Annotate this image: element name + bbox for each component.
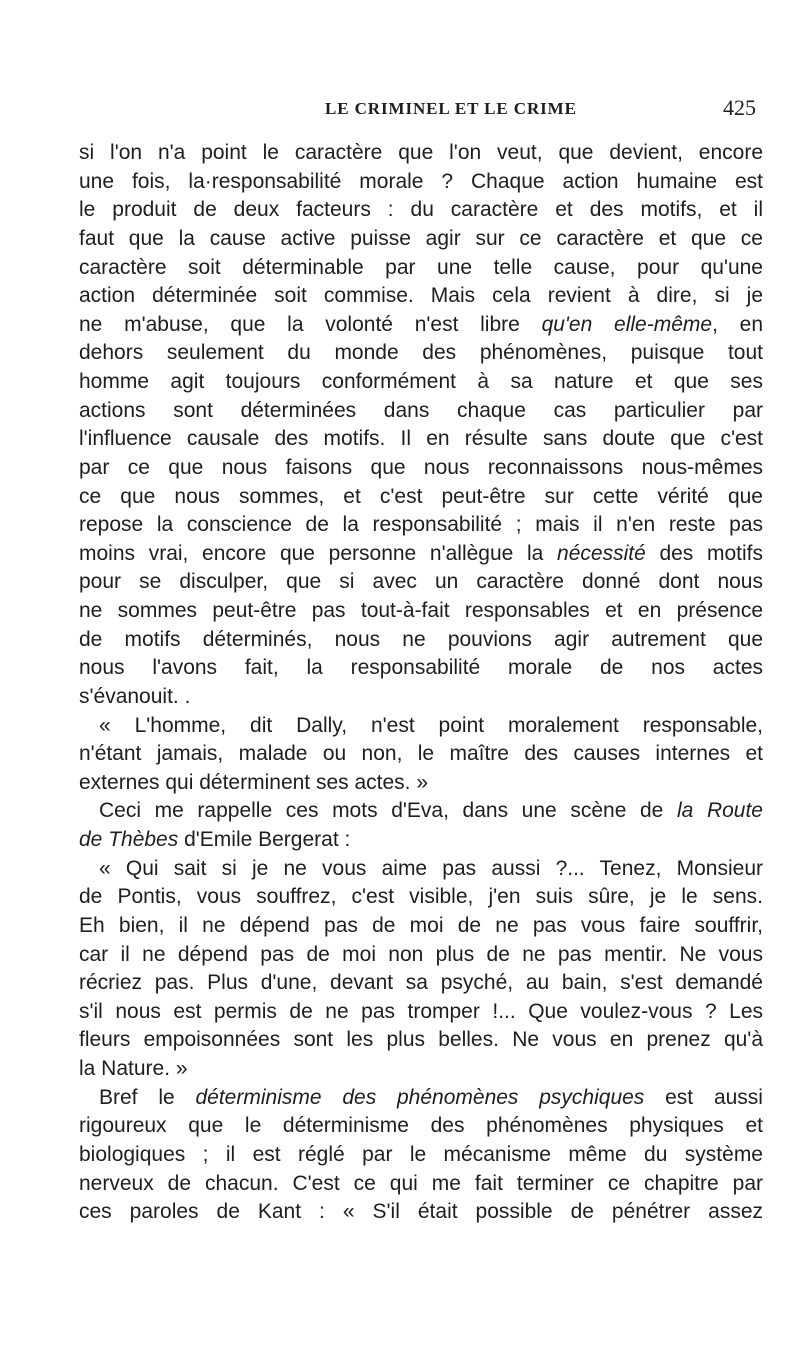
text-line-4: faut que la cause active puisse agir sur ce caractère et que ce <box>79 226 763 250</box>
italic-phrase: nécessité <box>557 541 646 565</box>
text-line-16: pour se disculper, que si avec un caractère donné dont nous <box>79 570 763 594</box>
text-line-2: une fois, la·responsabilité morale ? Chaque action humaine est <box>79 169 763 193</box>
running-title: LE CRIMINEL ET LE CRIME <box>325 99 577 118</box>
text-line-29: car il ne dépend pas de moi non plus de ne pas mentir. Ne vous <box>79 942 763 966</box>
text-line-36: biologiques ; il est réglé par le mécanisme même du système <box>79 1142 763 1166</box>
text-line-35: rigoureux que le déterminisme des phénomènes physiques et <box>79 1114 763 1138</box>
text-line-25: de Thèbes d'Emile Bergerat : <box>79 828 351 851</box>
body-text <box>79 139 763 1227</box>
text-line-9: homme agit toujours conformément à sa nature et que ses <box>79 370 763 393</box>
text-line-17: ne sommes peut-être pas tout-à-fait responsables et en présence <box>79 599 763 622</box>
text-line-34: Bref le déterminisme des phénomènes psychiques est aussi <box>99 1085 763 1109</box>
text-line-21: « L'homme, dit Dally, n'est point moralement responsable, <box>99 713 763 737</box>
italic-phrase: la Route <box>676 799 763 823</box>
text-line-6: action déterminée soit commise. Mais cela revient à dire, si je <box>79 284 763 308</box>
text-line-10: actions sont déterminées dans chaque cas particulier par <box>79 398 763 422</box>
text-line-15: moins vrai, encore que personne n'allègue la nécessité des motifs <box>79 541 763 565</box>
text-line-28: Eh bien, il ne dépend pas de moi de ne pas vous faire souffrir, <box>79 913 763 937</box>
text-line-19: nous l'avons fait, la responsabilité morale de nos actes <box>79 656 763 680</box>
text-line-8: dehors seulement du monde des phénomènes, puisque tout <box>79 341 763 365</box>
text-line-32: fleurs empoisonnées sont les plus belles. Ne vous en prenez qu'à <box>79 1028 763 1052</box>
text-line-30: récriez pas. Plus d'une, devant sa psyché, au bain, s'est demandé <box>79 971 763 995</box>
text-line-5: caractère soit déterminable par une telle cause, pour qu'une <box>79 255 763 279</box>
text-line-23: externes qui déterminent ses actes. » <box>79 770 429 794</box>
running-head <box>80 95 756 125</box>
text-line-14: repose la conscience de la responsabilité ; mais il n'en reste pas <box>79 513 763 537</box>
text-line-22: n'étant jamais, malade ou non, le maître des causes internes et <box>79 742 763 766</box>
text-line-13: ce que nous sommes, et c'est peut-être sur cette vérité que <box>79 484 763 508</box>
page-number: 425 <box>723 95 756 120</box>
text-line-37: nerveux de chacun. C'est ce qui me fait terminer ce chapitre par <box>79 1171 763 1195</box>
italic-phrase: qu'en elle-même <box>541 312 713 336</box>
text-line-20: s'évanouit. . <box>79 684 191 708</box>
text-line-26: « Qui sait si je ne vous aime pas aussi ?... Tenez, Monsieur <box>99 856 763 880</box>
text-line-12: par ce que nous faisons que nous reconnaissons nous-mêmes <box>79 455 763 479</box>
text-line-38: ces paroles de Kant : « S'il était possible de pénétrer assez <box>79 1200 763 1224</box>
text-line-33: la Nature. » <box>79 1057 188 1080</box>
text-line-11: l'influence causale des motifs. Il en résulte sans doute que c'est <box>79 427 763 451</box>
text-line-31: s'il nous est permis de ne pas tromper !... Que voulez-vous ? Les <box>79 999 763 1023</box>
text-line-1: si l'on n'a point le caractère que l'on veut, que devient, encore <box>79 141 763 164</box>
text-line-24: Ceci me rappelle ces mots d'Eva, dans une scène de la Route <box>99 799 763 823</box>
text-line-7: ne m'abuse, que la volonté n'est libre qu'en elle-même, en <box>79 312 763 336</box>
italic-phrase: de Thèbes <box>79 828 179 851</box>
text-line-27: de Pontis, vous souffrez, c'est visible, j'en suis sûre, je le sens. <box>79 885 763 909</box>
text-line-18: de motifs déterminés, nous ne pouvions agir autrement que <box>79 627 763 651</box>
text-line-3: le produit de deux facteurs : du caractère et des motifs, et il <box>79 198 763 222</box>
italic-phrase: déterminisme des phénomènes psychiques <box>195 1085 645 1109</box>
